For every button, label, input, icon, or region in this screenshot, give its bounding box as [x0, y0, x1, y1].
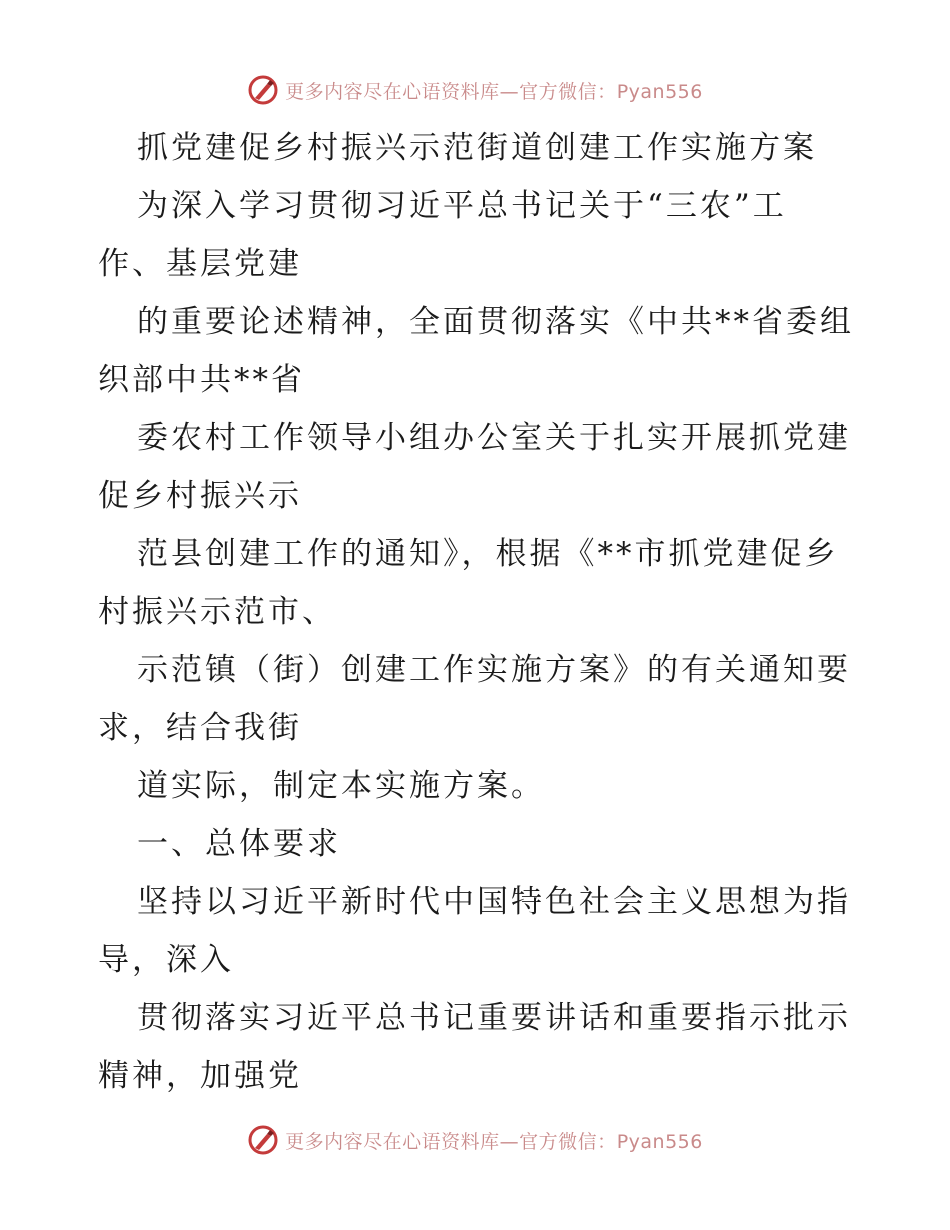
paragraph-line: 坚持以习近平新时代中国特色社会主义思想为指: [137, 884, 851, 920]
paragraph-line: 导，深入: [98, 942, 234, 978]
header-watermark-banner: [0, 70, 950, 110]
section-heading: 一、总体要求: [137, 826, 341, 862]
watermark-text: 更多内容尽在心语资料库—官方微信：Pyan556: [285, 1130, 703, 1153]
paragraph-line: 贯彻落实习近平总书记重要讲话和重要指示批示: [137, 1000, 851, 1036]
paragraph-line: 委农村工作领导小组办公室关于扎实开展抓党建: [137, 420, 851, 456]
paragraph-line: 道实际，制定本实施方案。: [137, 768, 545, 804]
footer-watermark-banner: [0, 1120, 950, 1160]
paragraph-line: 精神，加强党: [98, 1058, 302, 1094]
paragraph-line: 范县创建工作的通知》，根据《**市抓党建促乡: [137, 536, 839, 572]
paragraph-line: 织部中共**省: [98, 362, 305, 398]
paragraph-line: 作、基层党建: [98, 246, 302, 282]
paragraph-line: 村振兴示范市、: [98, 594, 336, 630]
paragraph-line: 示范镇（街）创建工作实施方案》的有关通知要: [137, 652, 851, 688]
paragraph-line: 为深入学习贯彻习近平总书记关于“三农”工: [137, 188, 787, 224]
paragraph-line: 的重要论述精神，全面贯彻落实《中共**省委组: [137, 304, 854, 340]
watermark-text: 更多内容尽在心语资料库—官方微信：Pyan556: [285, 80, 703, 103]
paragraph-line: 求，结合我街: [98, 710, 302, 746]
pen-seal-icon: [247, 74, 279, 106]
pen-seal-icon: [247, 1124, 279, 1156]
document-title: 抓党建促乡村振兴示范街道创建工作实施方案: [137, 130, 817, 166]
paragraph-line: 促乡村振兴示: [98, 478, 302, 514]
